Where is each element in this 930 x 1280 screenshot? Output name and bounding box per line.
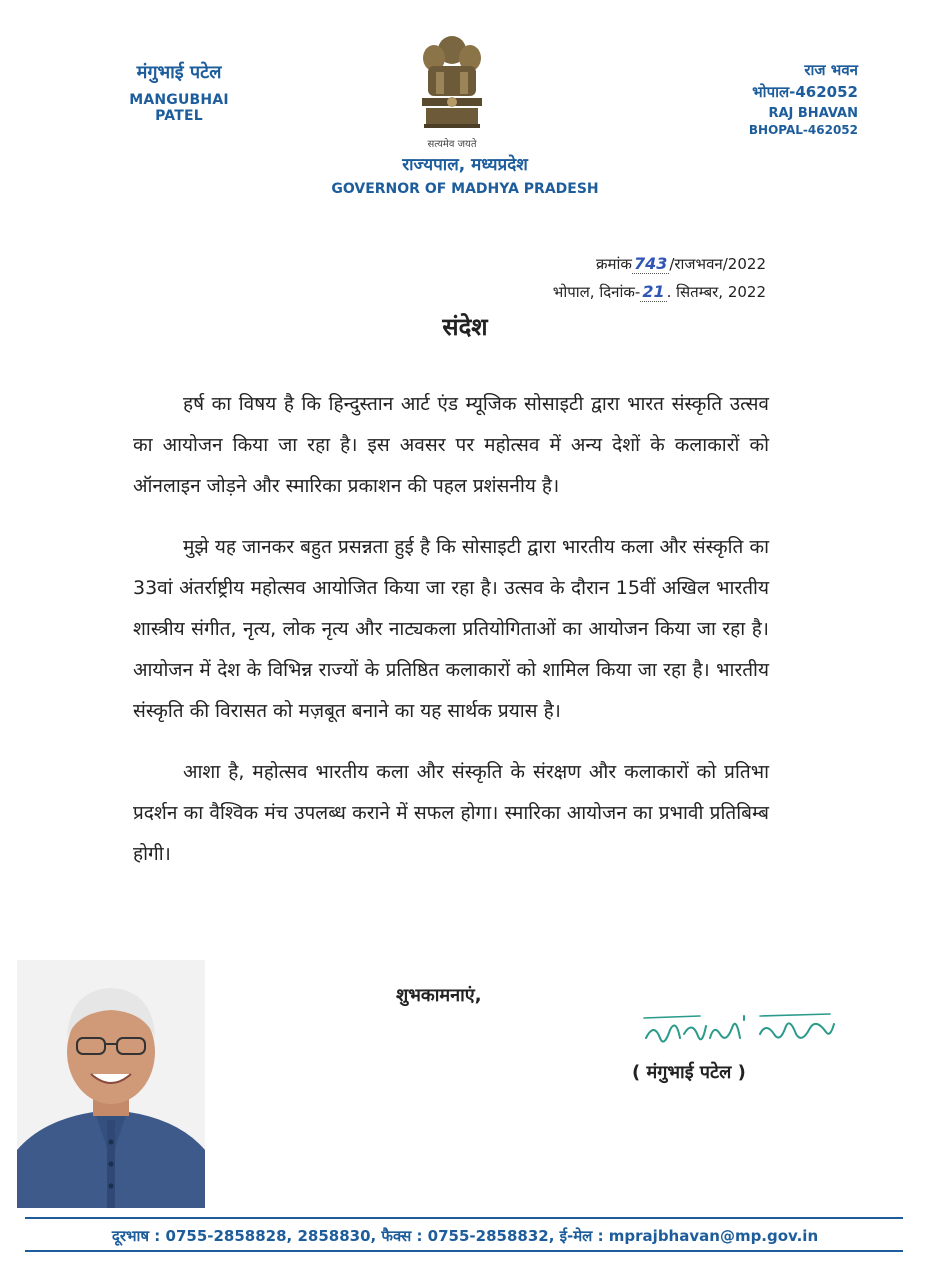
office-title-block bbox=[300, 152, 630, 197]
footer-contact: दूरभाष : 0755-2858828, 2858830, फैक्स : 0755-2858832, ई-मेल : mprajbhavan@mp.gov.in bbox=[111, 1227, 819, 1245]
governor-photo bbox=[17, 960, 205, 1208]
office-hindi: राज्यपाल, मध्यप्रदेश bbox=[402, 155, 528, 175]
address-english-line2: BHOPAL-462052 bbox=[748, 123, 858, 137]
paragraph-2: मुझे यह जानकर बहुत प्रसन्नता हुई है कि सोसाइटी द्वारा भारतीय कला और संस्कृति का 33वां अंतर्राष्ट्रीय महोत्सव आयोजित किया जा रहा है। उत्सव के दौरान 15वीं अखिल भारतीय शास्त्रीय संगीत, नृत्य, लोक नृत्य और नाट्यकला प्रतियोगिताओं का आयोजन किया जा रहा है। आयोजन में देश के विभिन्न राज्यों के प्रतिष्ठित कलाकारों को शामिल किया जा रहा है। भारतीय संस्कृति की विरासत को मज़बूत बनाने का यह सार्थक प्रयास है। bbox=[133, 536, 769, 722]
reference-number bbox=[553, 254, 766, 274]
document-title: संदेश bbox=[442, 313, 488, 341]
reference-number-suffix: /राजभवन/2022 bbox=[669, 255, 766, 273]
closing-wishes: शुभकामनाएं, bbox=[396, 985, 482, 1006]
letterhead-address-block bbox=[749, 60, 858, 137]
signatory-name: ( मंगुभाई पटेल ) bbox=[632, 1062, 746, 1083]
footer-rule-bottom bbox=[25, 1250, 903, 1252]
name-hindi: मंगुभाई पटेल bbox=[136, 62, 222, 83]
name-english: MANGUBHAI PATEL bbox=[129, 92, 229, 124]
address-hindi-line1: राज भवन bbox=[804, 61, 858, 79]
reference-date-label: भोपाल, दिनांक- bbox=[552, 283, 641, 301]
letterhead-name-block bbox=[108, 60, 250, 124]
emblem-motto: सत्यमेव जयते bbox=[427, 139, 477, 150]
address-english-line1: RAJ BHAVAN bbox=[768, 106, 858, 121]
handwritten-number: 743 bbox=[633, 254, 668, 273]
address-hindi-line2: भोपाल-462052 bbox=[752, 83, 858, 101]
handwritten-date: 21 bbox=[642, 282, 665, 301]
national-emblem bbox=[410, 28, 494, 148]
reference-date-suffix: . सितम्बर, 2022 bbox=[666, 283, 766, 301]
message-body bbox=[133, 384, 769, 895]
handwritten-signature bbox=[640, 1004, 840, 1060]
paragraph-3: आशा है, महोत्सव भारतीय कला और संस्कृति के संरक्षण और कलाकारों को प्रतिभा प्रदर्शन का वैश्विक मंच उपलब्ध कराने में सफल होगा। स्मारिका आयोजन का प्रभावी प्रतिबिम्ब होगी। bbox=[133, 761, 769, 865]
portrait-image bbox=[17, 960, 205, 1208]
paragraph-1: हर्ष का विषय है कि हिन्दुस्तान आर्ट एंड म्यूजिक सोसाइटी द्वारा भारत संस्कृति उत्सव का आयोजन किया जा रहा है। इस अवसर पर महोत्सव में अन्य देशों के कलाकारों को ऑनलाइन जोड़ने और स्मारिका प्रकाशन की पहल प्रशंसनीय है। bbox=[133, 393, 769, 497]
reference-block bbox=[553, 254, 766, 310]
office-english: GOVERNOR OF MADHYA PRADESH bbox=[331, 181, 599, 197]
reference-number-label: क्रमांक bbox=[596, 255, 632, 273]
lion-capital-emblem-icon bbox=[410, 28, 494, 132]
reference-date bbox=[553, 282, 766, 302]
footer-rule-top bbox=[25, 1217, 903, 1219]
